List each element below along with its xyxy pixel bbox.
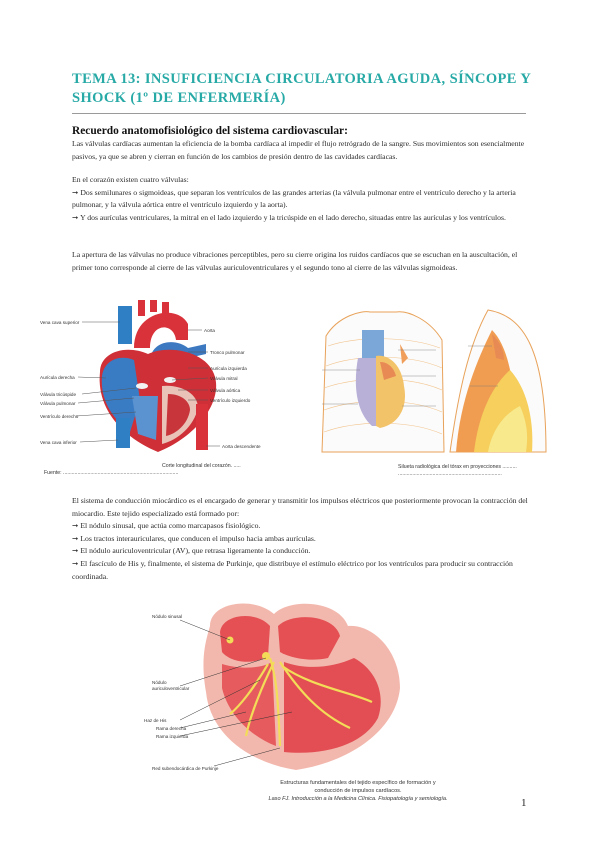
conduction-caption-line-1: Estructuras fundamentales del tejido específico de formación y: [280, 780, 436, 786]
label-tricuspid-valve: Válvula tricúspide: [40, 392, 77, 397]
conduction-item-his: ➞ El fascículo de His y, finalmente, el sistema de Purkinje, que distribuye el estímulo eléctrico por los ventrículos para producir su contracción coordinada.: [72, 558, 513, 581]
valve-item-semilunar: ➞ Dos semilunares o sigmoideas, que separan los ventrículos de las grandes arterias (la válvula pulmonar entre el ventrículo derecho y la arteria pulmonar, y la válvula aórtica entre el ventrículo izquierdo y la aorta).: [72, 187, 516, 210]
label-right-atrium: Aurícula derecha: [40, 375, 75, 380]
label-pulmonary-valve: Válvula pulmonar: [40, 401, 76, 406]
heart-anatomy-figure: [38, 300, 300, 458]
heart-caption: [44, 463, 314, 476]
page-title: TEMA 13: INSUFICIENCIA CIRCULATORIA AGUDA, SÍNCOPE Y SHOCK (1º DE ENFERMERÍA): [72, 71, 531, 106]
page-number: 1: [521, 797, 527, 809]
label-av-node-2: auriculoventricular: [152, 686, 190, 691]
label-right-bundle: Rama derecha: [156, 726, 187, 731]
heart-caption-line-2: Fuente: ................................................................................: [44, 469, 179, 476]
label-sinus-node: Nódulo sinusal: [152, 614, 183, 619]
label-inferior-vena-cava: Vena cava inferior: [40, 440, 77, 445]
label-superior-vena-cava: Vena cava superior: [40, 320, 80, 325]
valve-item-av: ➞ Y dos aurículas ventriculares, la mitral en el lado izquierdo y la tricúspide en el lado derecho, situadas entre las aurículas y los ventrículos.: [72, 212, 506, 222]
label-aortic-valve: Válvula aórtica: [210, 388, 241, 393]
label-descending-aorta: Aorta descendente: [222, 444, 261, 449]
label-av-node: Nódulo: [152, 680, 167, 685]
label-mitral-valve: Válvula mitral: [210, 376, 238, 381]
conduction-item-tracts: ➞ Los tractos interauriculares, que conducen el impulso hacia ambas aurículas.: [72, 533, 316, 543]
label-purkinje: Red subendocárdica de Purkinje: [152, 766, 219, 771]
label-aorta: Aorta: [204, 328, 215, 333]
valves-intro: En el corazón existen cuatro válvulas:: [72, 175, 189, 184]
label-right-ventricle: Ventrículo derecho: [40, 414, 79, 419]
conduction-item-av: ➞ El nódulo auriculoventricular (AV), que retrasa ligeramente la conducción.: [72, 546, 311, 556]
thorax-caption: [398, 464, 558, 477]
svc-shape: [362, 330, 384, 358]
title-divider: [72, 113, 526, 114]
inferior-vena-cava-shape: [116, 418, 130, 448]
intro-text: Las válvulas cardíacas aumentan la eficiencia de la bomba cardíaca al impedir el flujo retrógrado de la sangre. Sus movimientos son esencialmente pasivos, ya que se abren y cierran en función de los cambios de presión dentro de las cavidades cardíacas.: [72, 139, 525, 161]
label-left-bundle: Rama izquierda: [156, 734, 189, 739]
superior-vena-cava-shape: [118, 306, 132, 344]
descending-aorta-shape: [196, 404, 208, 450]
label-pulmonary-trunk: Tronco pulmonar: [210, 350, 245, 355]
conduction-intro: El sistema de conducción miocárdico es el encargado de generar y transmitir los impulsos eléctricos que posteriormente provocan la contracción del miocardio. Este tejido especializado está formado por:: [72, 496, 528, 518]
heart-caption-line-1: Corte longitudinal del corazón. .....: [162, 463, 241, 469]
conduction-item-sinus: ➞ El nódulo sinusal, que actúa como marcapasos fisiológico.: [72, 521, 261, 531]
conduction-paragraph: [72, 495, 530, 583]
thorax-frontal-figure: [318, 306, 448, 456]
sounds-paragraph: [72, 249, 530, 274]
label-his-bundle: Haz de His: [144, 718, 167, 723]
intro-paragraph: [72, 138, 530, 163]
conduction-caption: [248, 779, 468, 803]
section-heading: Recuerdo anatomofisiológico del sistema cardiovascular:: [72, 125, 348, 137]
conduction-system-figure: [144, 596, 450, 772]
valves-block: [72, 174, 530, 224]
thorax-caption-line-1: Silueta radiológica del tórax en proyecciones ..........: [398, 464, 517, 470]
aorta-shape: [134, 313, 188, 348]
conduction-caption-source: Laso FJ. Introducción a la Medicina Clínica. Fisiopatología y semiología.: [268, 796, 448, 802]
label-left-atrium: Aurícula izquierda: [210, 366, 247, 371]
thorax-caption-line-2: ........................................................................: [398, 470, 502, 477]
conduction-caption-line-2: conducción de impulsos cardíacos.: [314, 788, 402, 794]
label-left-ventricle: Ventrículo izquierdo: [210, 398, 251, 403]
thorax-lateral-figure: [448, 306, 548, 456]
sounds-text: La apertura de las válvulas no produce vibraciones perceptibles, pero su cierre origina los ruidos cardíacos que se escuchan en la auscultación, el primer tono corresponde al cierre de las válvulas auriculoventriculares y el segundo tono al cierre de las válvulas sigmoideas.: [72, 250, 518, 272]
